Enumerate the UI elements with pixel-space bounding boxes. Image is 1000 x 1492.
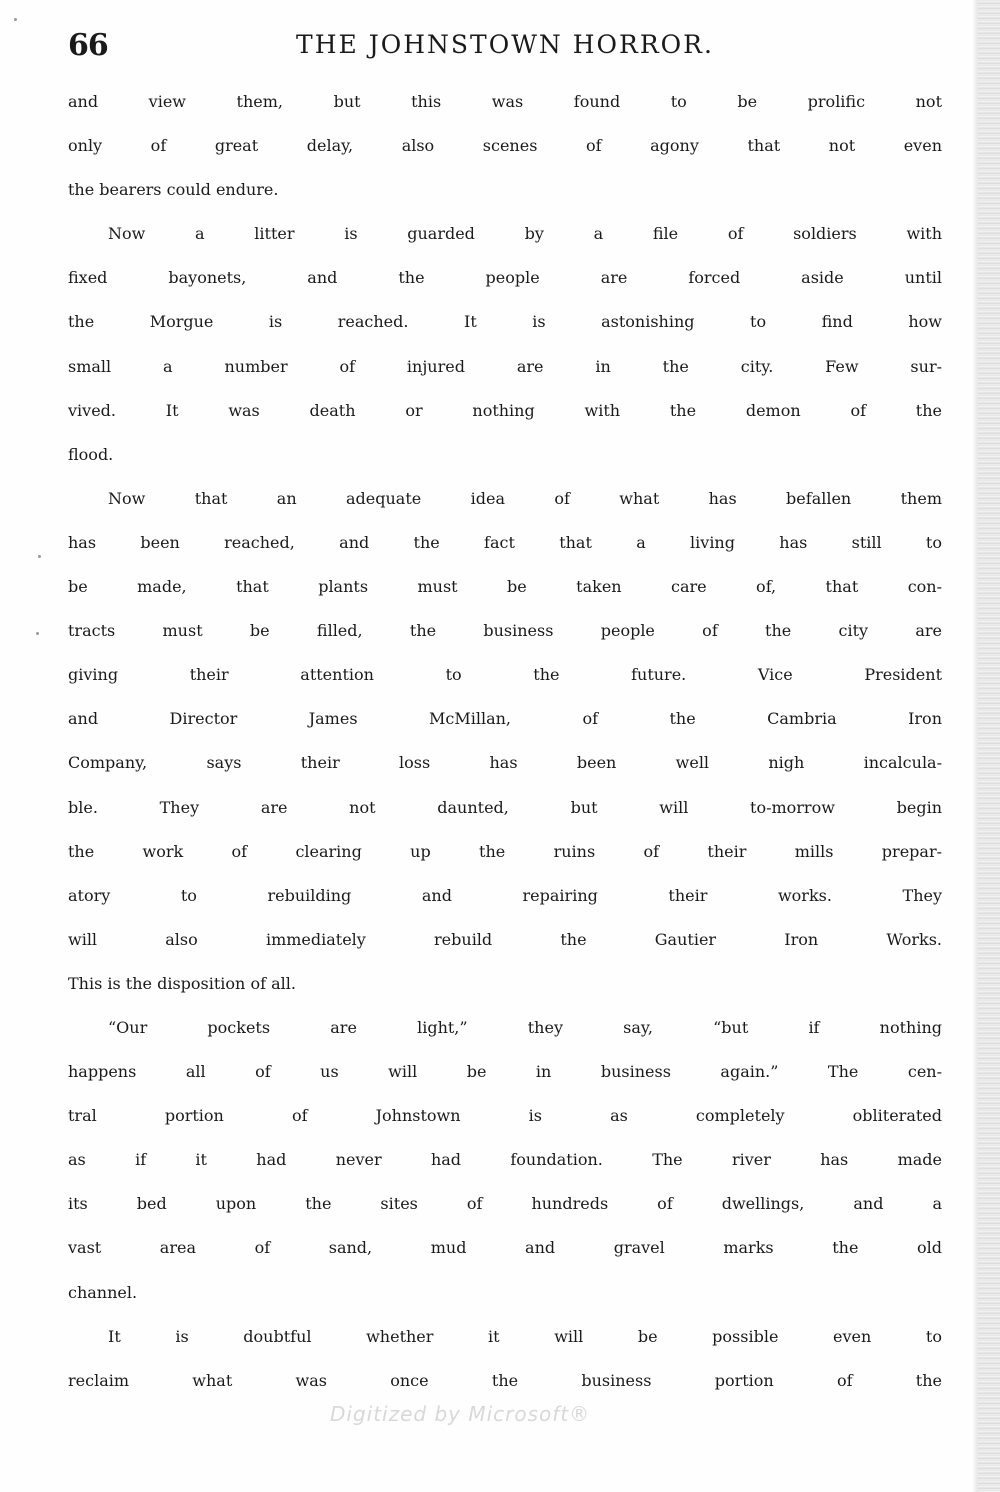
text-line: ble. They are not daunted, but will to-morrow begin: [68, 797, 942, 817]
text-line: Company, says their loss has been well nigh incalcula-: [68, 753, 942, 773]
text-line: vast area of sand, mud and gravel marks the old: [68, 1238, 942, 1258]
text-line: small a number of injured are in the city. Few sur-: [68, 356, 942, 376]
text-line: the work of clearing up the ruins of their mills prepar-: [68, 841, 942, 861]
text-line: tral portion of Johnstown is as completely obliterated: [68, 1106, 942, 1126]
page-edge-texture: [978, 0, 1000, 1492]
text-line: the bearers could endure.: [68, 180, 279, 200]
page-number: 66: [68, 28, 108, 63]
digitization-watermark: Digitized by Microsoft®: [330, 1402, 591, 1426]
text-line: vived. It was death or nothing with the demon of the: [68, 400, 942, 420]
text-line: “Our pockets are light,” they say, “but if nothing: [108, 1017, 942, 1037]
text-line: be made, that plants must be taken care of, that con-: [68, 577, 942, 597]
paragraph-1: [68, 92, 942, 224]
text-line: fixed bayonets, and the people are forced aside until: [68, 268, 942, 288]
text-line: reclaim what was once the business portion of the: [68, 1370, 942, 1390]
body-text: [68, 92, 942, 1415]
text-line: This is the disposition of all.: [68, 973, 296, 993]
text-line: channel.: [68, 1282, 138, 1302]
book-title: THE JOHNSTOWN HORROR.: [296, 30, 714, 59]
text-line: and view them, but this was found to be prolific not: [68, 92, 942, 111]
text-line: flood.: [68, 444, 114, 464]
text-line: It is doubtful whether it will be possible even to: [108, 1326, 942, 1346]
text-line: giving their attention to the future. Vice President: [68, 665, 942, 685]
text-line: its bed upon the sites of hundreds of dwellings, and a: [68, 1194, 942, 1214]
text-line: will also immediately rebuild the Gautier Iron Works.: [68, 929, 942, 949]
text-line: as if it had never had foundation. The river has made: [68, 1150, 942, 1170]
paragraph-4: [68, 1018, 942, 1327]
text-line: Now a litter is guarded by a file of soldiers with: [108, 224, 942, 244]
text-line: atory to rebuilding and repairing their works. They: [68, 885, 942, 905]
text-line: has been reached, and the fact that a living has still to: [68, 532, 942, 552]
paragraph-2: [68, 224, 942, 489]
paragraph-3: [68, 489, 942, 1018]
text-line: only of great delay, also scenes of agony that not even: [68, 136, 942, 156]
running-head: [68, 28, 942, 68]
text-line: happens all of us will be in business again.” The cen-: [68, 1062, 942, 1082]
paper-speck: [36, 632, 39, 635]
text-line: Now that an adequate idea of what has befallen them: [108, 488, 942, 508]
paper-speck: [14, 18, 17, 21]
text-line: the Morgue is reached. It is astonishing to find how: [68, 312, 942, 332]
text-line: and Director James McMillan, of the Cambria Iron: [68, 709, 942, 729]
paper-speck: [38, 555, 41, 558]
text-line: tracts must be filled, the business people of the city are: [68, 621, 942, 641]
